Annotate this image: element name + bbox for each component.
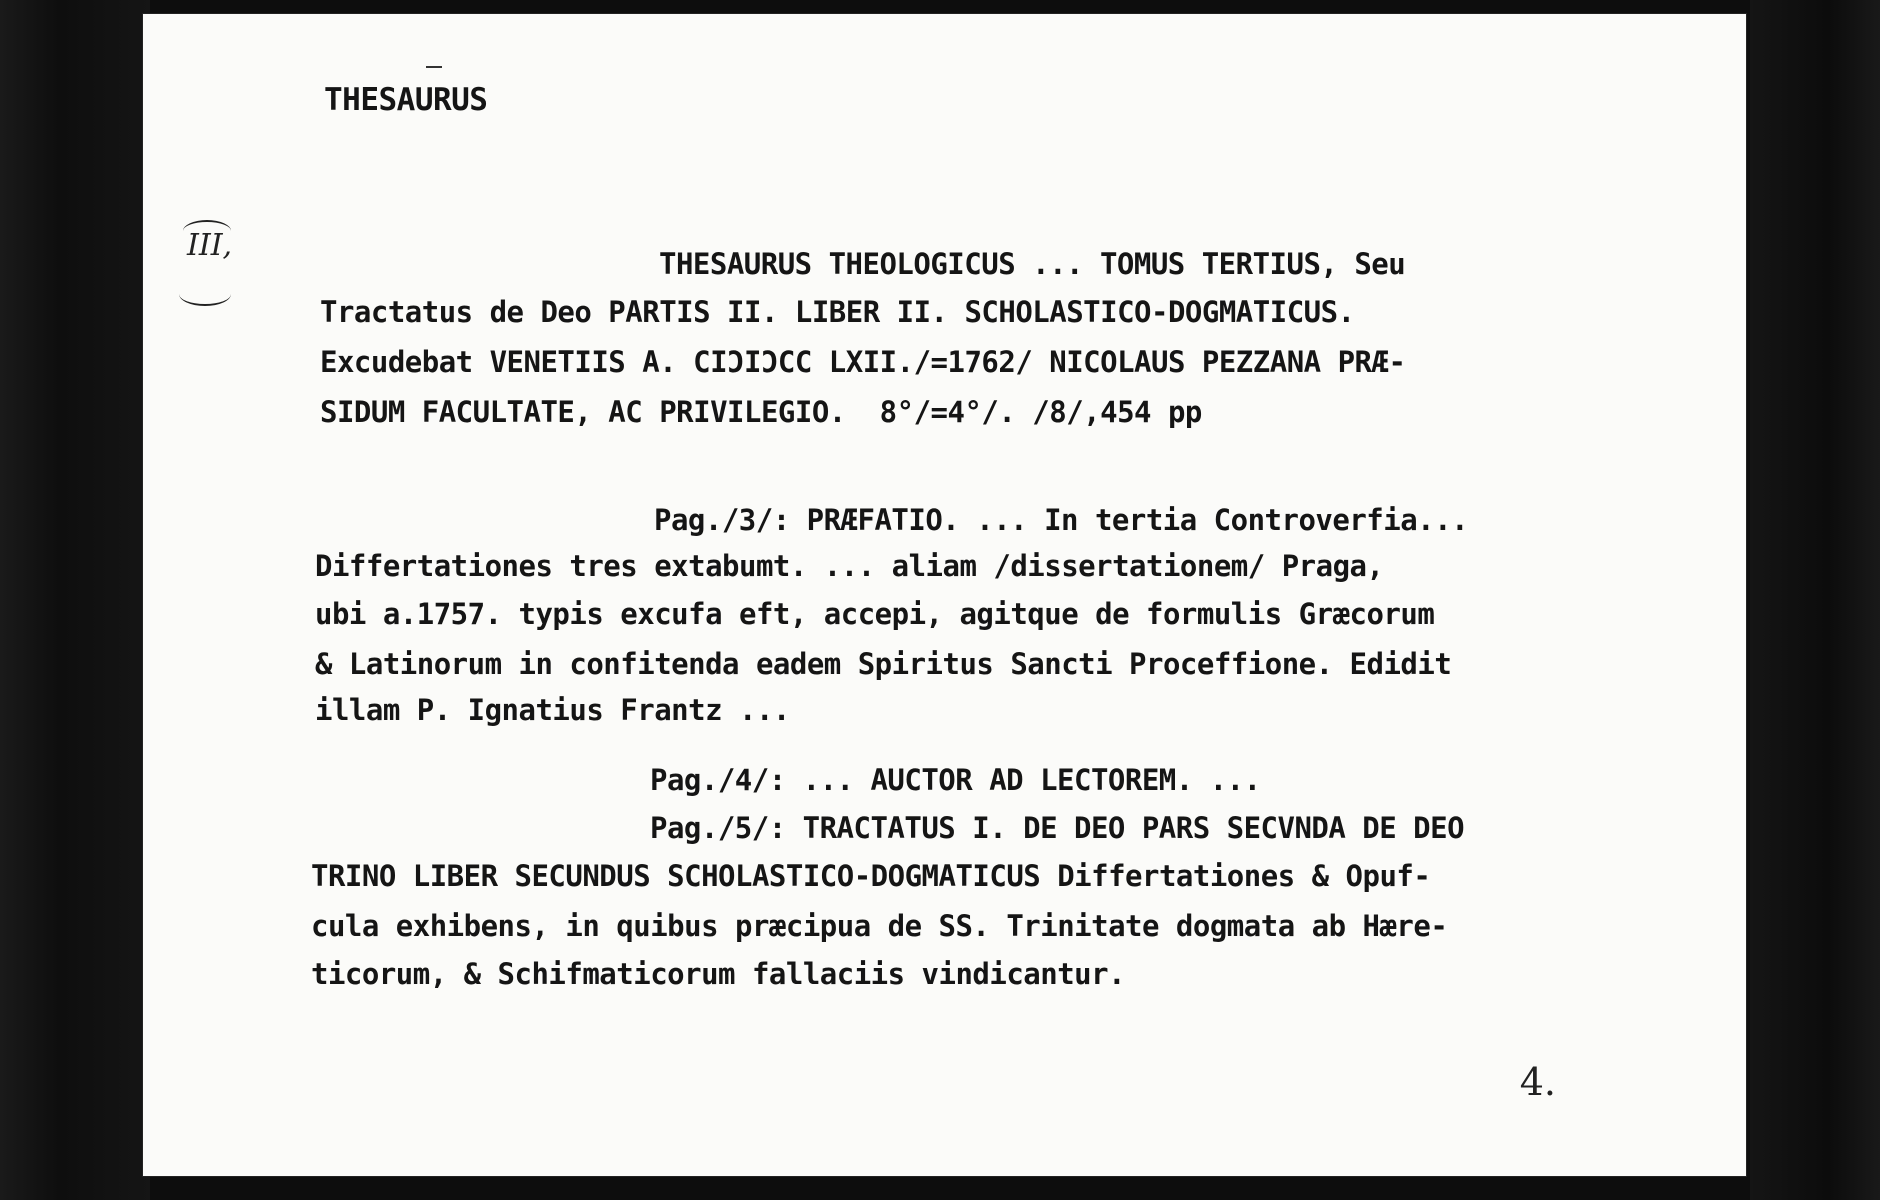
title-line-2: Tractatus de Deo PARTIS II. LIBER II. SCHOLASTICO-DOGMATICUS. [320,295,1355,329]
praefatio-line-4: & Latinorum in confitenda eadem Spiritus Sancti Proceffione. Edidit [315,647,1452,681]
tractatus-line-2: TRINO LIBER SECUNDUS SCHOLASTICO-DOGMATICUS Differtationes & Opuf- [311,859,1431,893]
tractatus-line-3: cula exhibens, in quibus præcipua de SS. Trinitate dogmata ab Hære- [311,909,1448,943]
tractatus-line-1: Pag./5/: TRACTATUS I. DE DEO PARS SECVNDA DE DEO [650,811,1465,845]
volume-mark-arc-bottom [179,282,231,306]
film-edge-left [0,0,150,1200]
film-edge-right [1750,0,1880,1200]
praefatio-line-5: illam P. Ignatius Frantz ... [315,693,790,727]
praefatio-line-2: Differtationes tres extabumt. ... aliam /dissertationem/ Praga, [315,549,1384,583]
catalog-card [143,14,1746,1176]
tractatus-line-4: ticorum, & Schifmaticorum fallaciis vindicantur. [311,957,1126,991]
title-line-4: SIDUM FACULTATE, AC PRIVILEGIO. 8°/=4°/. /8/,454 pp [320,395,1202,429]
auctor-line-1: Pag./4/: ... AUCTOR AD LECTOREM. ... [650,763,1261,797]
praefatio-line-3: ubi a.1757. typis excufa eft, accepi, agitque de formulis Græcorum [315,597,1435,631]
title-line-1: THESAURUS THEOLOGICUS ... TOMUS TERTIUS, Seu [659,247,1406,281]
header-tick-mark [426,66,442,68]
praefatio-line-1: Pag./3/: PRÆFATIO. ... In tertia Controverfia... [654,503,1469,537]
volume-mark: III, [187,228,233,263]
title-line-3: Excudebat VENETIIS A. CIƆIƆCC LXII./=1762/ NICOLAUS PEZZANA PRÆ- [320,345,1406,379]
card-header: THESAURUS [324,82,488,118]
handwritten-page-number: 4. [1519,1060,1556,1104]
